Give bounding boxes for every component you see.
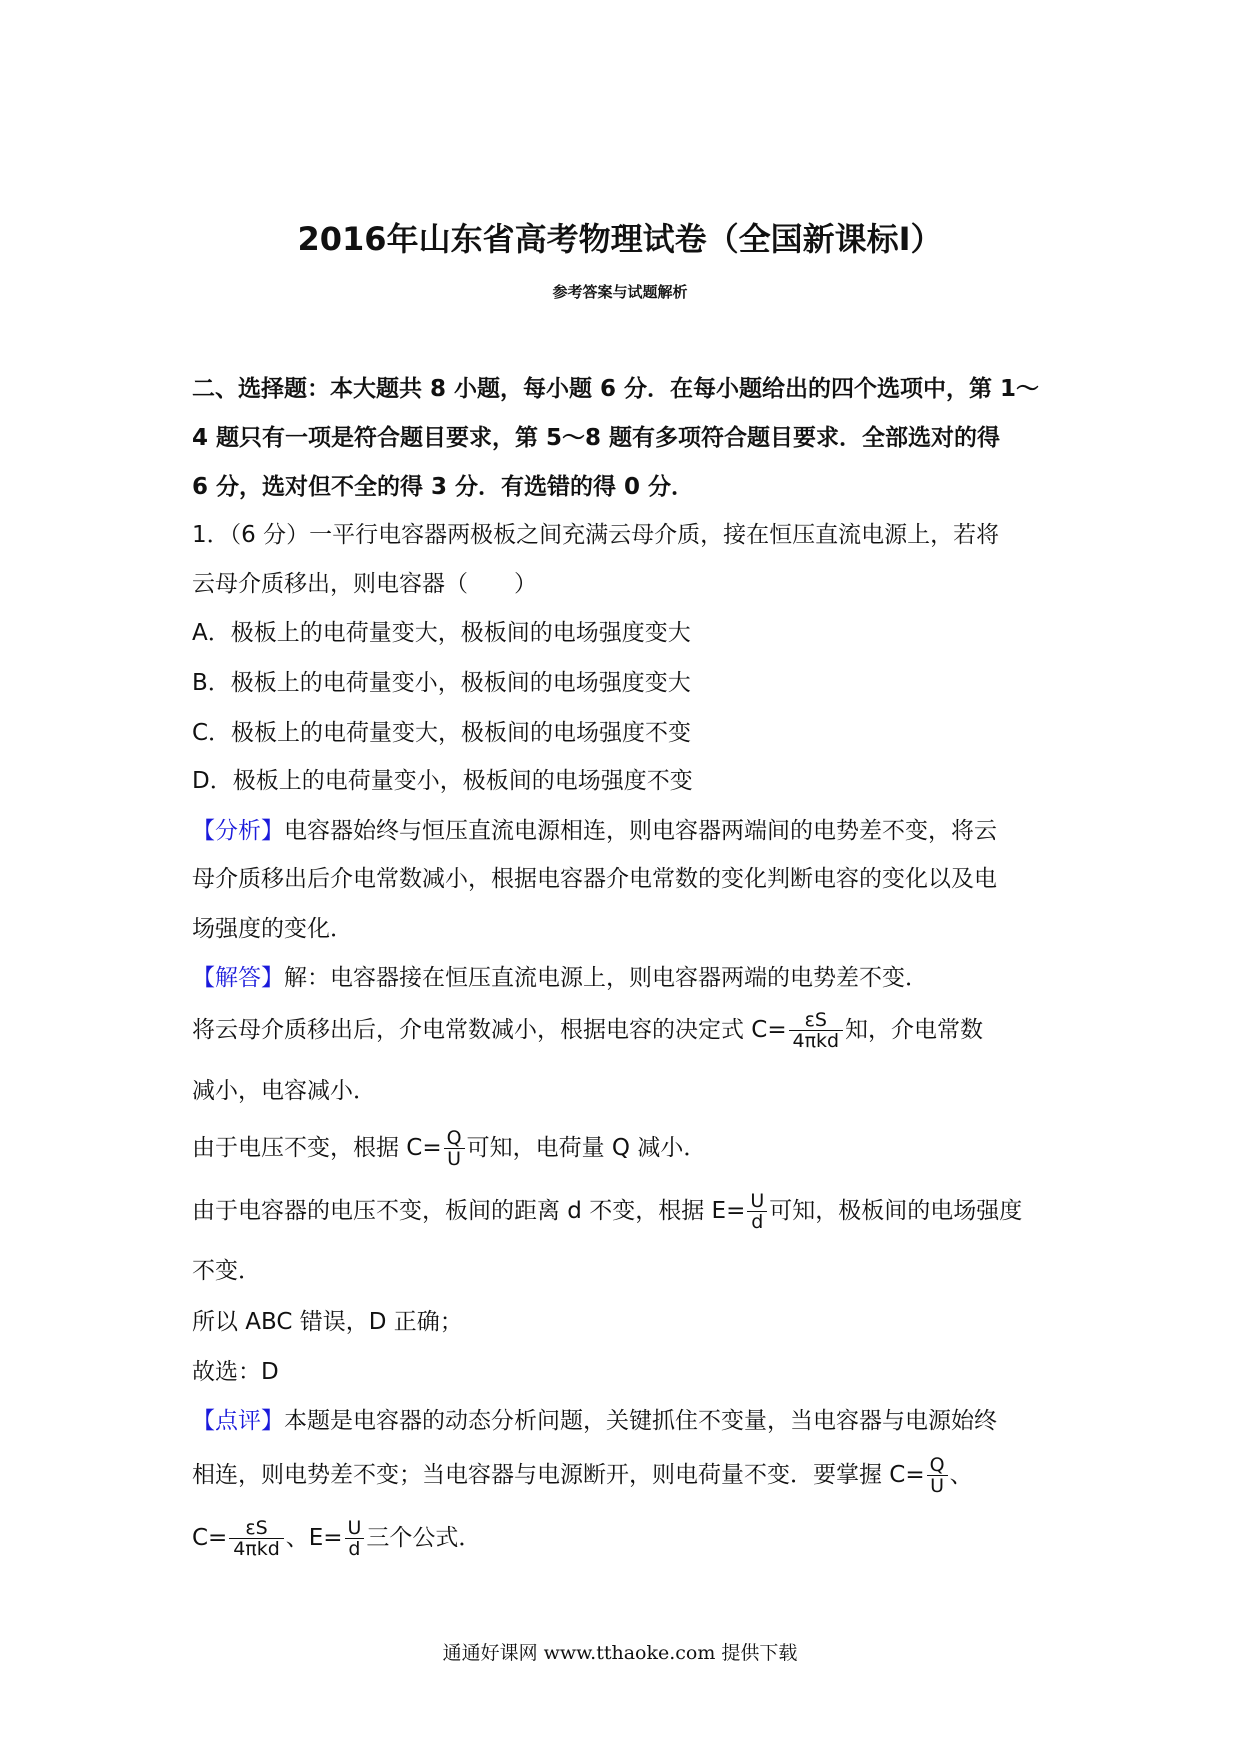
section-intro-line: 6 分，选对但不全的得 3 分．有选错的得 0 分． <box>192 474 695 500</box>
footer-credit: 通通好课网 www.tthaoke.com 提供下载 <box>442 1642 798 1664</box>
answer-text: 知，介电常数 <box>845 1017 983 1043</box>
analysis-tag: 【分析】 <box>192 818 284 844</box>
analysis-line <box>192 816 1062 846</box>
question-line: 1．（6 分）一平行电容器两极板之间充满云母介质，接在恒压直流电源上，若将 <box>192 522 1000 548</box>
answer-line: 故选：D <box>192 1359 279 1385</box>
comment-line <box>192 1406 1062 1436</box>
page-title: 2016年山东省高考物理试卷（全国新课标Ⅰ） <box>297 220 943 258</box>
analysis-line: 母介质移出后介电常数减小，根据电容器介电常数的变化判断电容的变化以及电 <box>192 866 997 892</box>
answer-text: 由于电容器的电压不变，板间的距离 d 不变，根据 E= <box>192 1198 746 1224</box>
answer-line: 减小，电容减小． <box>192 1078 376 1104</box>
denominator: U <box>930 1475 945 1497</box>
section-intro-line: 二、选择题：本大题共 8 小题，每小题 6 分．在每小题给出的四个选项中，第 1～ <box>192 376 1040 402</box>
comment-text: 、E= <box>285 1525 343 1551</box>
comment-text: 、 <box>949 1462 973 1488</box>
comment-text: 本题是电容器的动态分析问题，关键抓住不变量，当电容器与电源始终 <box>284 1408 997 1434</box>
answer-text: 解：电容器接在恒压直流电源上，则电容器两端的电势差不变． <box>284 965 928 991</box>
analysis-text: 电容器始终与恒压直流电源相连，则电容器两端间的电势差不变，将云 <box>284 818 997 844</box>
section-intro-line: 4 题只有一项是符合题目要求，第 5～8 题有多项符合题目要求．全部选对的得 <box>192 425 1001 451</box>
answer-line: 所以 ABC 错误，D 正确； <box>192 1309 463 1335</box>
question-line: 云母介质移出，则电容器（ ） <box>192 571 537 597</box>
comment-text: 三个公式． <box>366 1525 482 1551</box>
comment-line <box>192 1455 1062 1496</box>
answer-text: 可知，电荷量 Q 减小． <box>466 1135 707 1161</box>
answer-line: 不变． <box>192 1258 261 1284</box>
option-c: C．极板上的电荷量变大，极板间的电场强度不变 <box>192 720 692 746</box>
answer-line <box>192 1010 1062 1051</box>
numerator: U <box>747 1191 767 1212</box>
denominator: 4πkd <box>792 1030 840 1052</box>
comment-text: C= <box>192 1525 228 1551</box>
answer-text: 可知，极板间的电场强度 <box>769 1198 1023 1224</box>
formula-capacitance <box>789 1010 843 1051</box>
comment-text: 相连，则电势差不变；当电容器与电源断开，则电荷量不变．要掌握 C= <box>192 1462 925 1488</box>
analysis-line: 场强度的变化． <box>192 916 353 942</box>
answer-tag: 【解答】 <box>192 965 284 991</box>
formula-q-over-u <box>444 1128 465 1169</box>
comment-line <box>192 1518 1062 1559</box>
numerator: Q <box>927 1455 948 1476</box>
answer-text: 将云母介质移出后，介电常数减小，根据电容的决定式 C= <box>192 1017 787 1043</box>
answer-text: 由于电压不变，根据 C= <box>192 1135 442 1161</box>
denominator: d <box>348 1538 361 1560</box>
denominator: U <box>447 1148 462 1170</box>
answer-line <box>192 1191 1062 1232</box>
numerator: U <box>345 1518 365 1539</box>
numerator: εS <box>229 1518 283 1539</box>
formula-capacitance <box>229 1518 283 1559</box>
subtitle: 参考答案与试题解析 <box>552 283 688 301</box>
answer-line <box>192 1128 1062 1169</box>
option-b: B．极板上的电荷量变小，极板间的电场强度变大 <box>192 670 691 696</box>
numerator: Q <box>444 1128 465 1149</box>
option-d: D．极板上的电荷量变小，极板间的电场强度不变 <box>192 768 693 794</box>
denominator: d <box>751 1211 764 1233</box>
comment-tag: 【点评】 <box>192 1408 284 1434</box>
denominator: 4πkd <box>233 1538 280 1560</box>
answer-line <box>192 963 1062 993</box>
option-a: A．极板上的电荷量变大，极板间的电场强度变大 <box>192 620 691 646</box>
numerator: εS <box>789 1010 843 1031</box>
formula-q-over-u <box>927 1455 948 1496</box>
formula-u-over-d <box>345 1518 365 1559</box>
formula-u-over-d <box>747 1191 767 1232</box>
